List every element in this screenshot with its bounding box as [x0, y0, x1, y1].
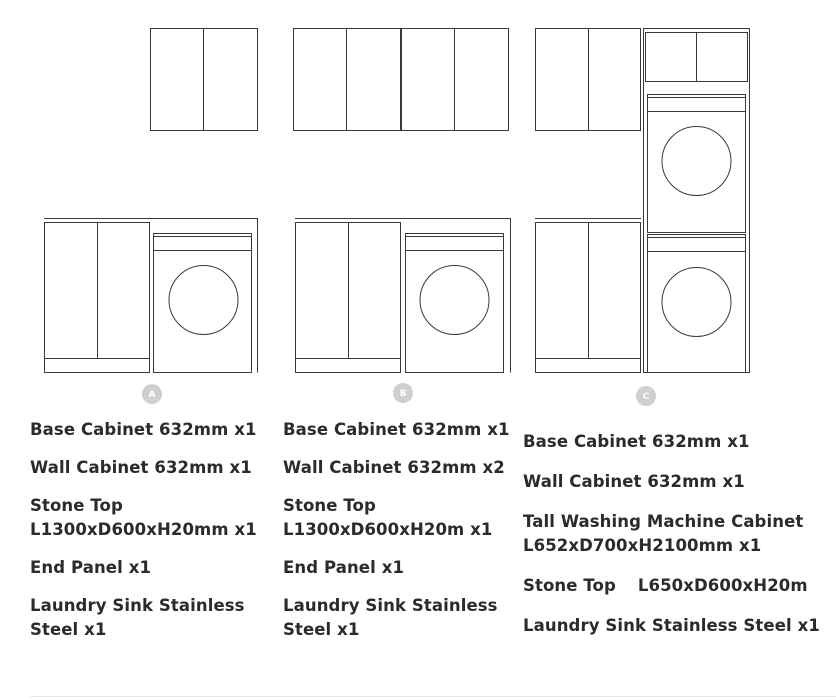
badge-c-label: C [642, 392, 650, 402]
option-c-dryer [648, 95, 746, 233]
option-c-stone-top-row [523, 574, 823, 598]
option-c-item: Laundry Sink Stainless Steel x1 [523, 616, 820, 635]
option-c-washing-machine [648, 235, 746, 373]
badge-b-label: B [399, 389, 407, 399]
option-a-item: Laundry Sink Stainless Steel x1 [30, 596, 245, 639]
option-b-wall-cabinets [294, 29, 509, 131]
option-b-base-cabinet [295, 219, 511, 373]
option-a-items [30, 418, 270, 656]
option-a-wall-cabinet [151, 29, 258, 131]
option-c-drawing [535, 29, 750, 373]
option-a-washing-machine [154, 234, 252, 373]
badge-a [142, 384, 162, 404]
option-b-item: End Panel x1 [283, 558, 405, 577]
badge-b [393, 383, 413, 403]
option-c-item: Base Cabinet 632mm x1 [523, 432, 750, 451]
option-c-wall-cabinet [536, 29, 641, 131]
option-b-item: Base Cabinet 632mm x1 [283, 420, 510, 439]
option-a-base-cabinet [44, 219, 258, 373]
option-a-item: Stone Top L1300xD600xH20mm x1 [30, 496, 257, 539]
option-c-item: L650xD600xH20m [637, 576, 808, 595]
option-c-items [523, 430, 823, 654]
option-b-item: Wall Cabinet 632mm x2 [283, 458, 505, 477]
bottom-divider [30, 696, 836, 697]
option-b-washing-machine [406, 234, 504, 373]
badge-c [636, 386, 656, 406]
option-a-drawing [44, 29, 258, 373]
option-c-item: Wall Cabinet 632mm x1 [523, 472, 745, 491]
option-c-item: Tall Washing Machine Cabinet L652xD700xH2100mm x1 [523, 512, 804, 555]
option-c-base-cabinet [535, 219, 641, 373]
option-b-item: Stone Top L1300xD600xH20m x1 [283, 496, 493, 539]
option-c-item: Stone Top [523, 576, 616, 595]
badge-a-label: A [148, 390, 156, 400]
option-c-tall-cabinet [644, 29, 750, 373]
option-b-items [283, 418, 518, 656]
option-b-item: Laundry Sink Stainless Steel x1 [283, 596, 498, 639]
option-a-item: Base Cabinet 632mm x1 [30, 420, 257, 439]
option-a-item: End Panel x1 [30, 558, 152, 577]
option-b-drawing [294, 29, 512, 373]
option-a-item: Wall Cabinet 632mm x1 [30, 458, 252, 477]
